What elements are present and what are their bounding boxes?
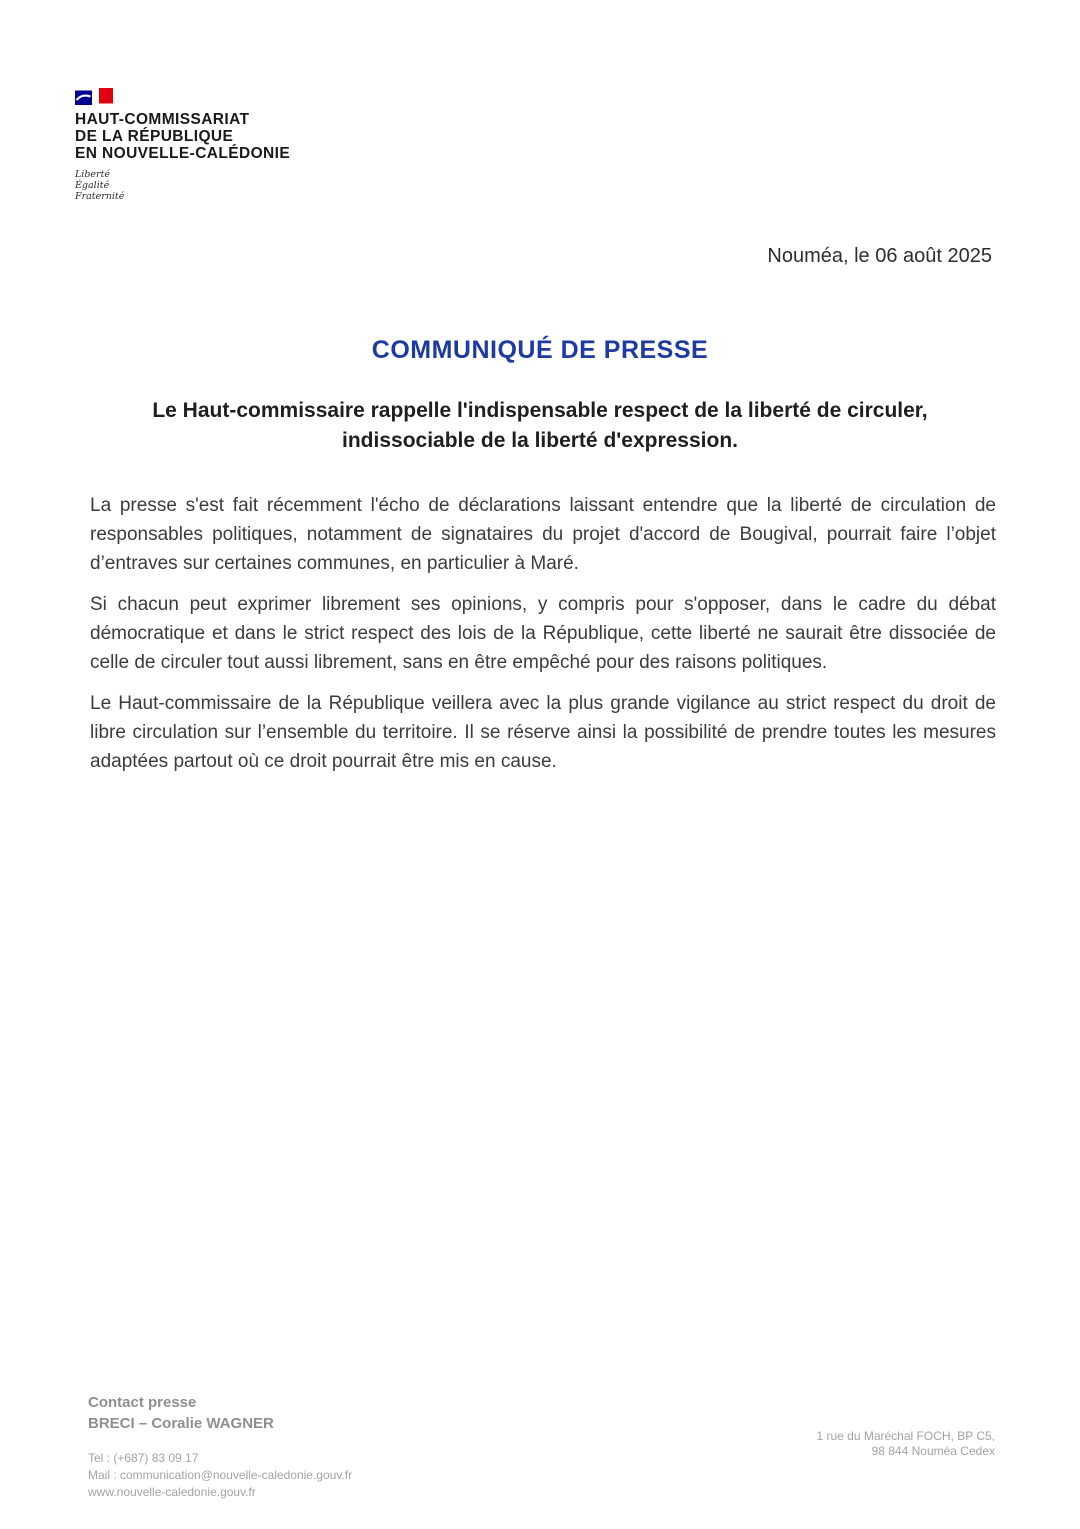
headline <box>0 396 1080 456</box>
government-logo-block <box>75 88 290 202</box>
motto-liberte: Liberté <box>75 169 111 180</box>
org-name-line-3: EN NOUVELLE-CALÉDONIE <box>75 145 291 162</box>
motto-egalite: Égalité <box>75 180 110 191</box>
press-contact-block <box>88 1392 352 1501</box>
org-name-line-1: HAUT-COMMISSARIAT <box>75 111 250 128</box>
contact-details <box>88 1450 352 1501</box>
address-line-1: 1 rue du Maréchal FOCH, BP C5, <box>816 1429 995 1443</box>
contact-phone: Tel : (+687) 83 09 17 <box>88 1451 199 1465</box>
postal-address-block <box>816 1429 995 1459</box>
org-name-line-2: DE LA RÉPUBLIQUE <box>75 128 234 145</box>
contact-website: www.nouvelle-caledonie.gouv.fr <box>88 1485 256 1499</box>
body-text <box>90 491 996 788</box>
dateline: Nouméa, le 06 août 2025 <box>767 245 992 267</box>
paragraph-1: La presse s'est fait récemment l'écho de déclarations laissant entendre que la liberté de circulation de responsables politiques, notamment de signataires du projet d'accord de Bougival, pourrait faire l’objet d’entraves sur certaines communes, en particulier à Maré. <box>90 495 996 574</box>
headline-line-1: Le Haut-commissaire rappelle l'indispensable respect de la liberté de circuler, <box>152 399 928 422</box>
paragraph-3: Le Haut-commissaire de la République veillera avec la plus grande vigilance au strict respect du droit de libre circulation sur l’ensemble du territoire. Il se réserve ainsi la possibilité de prendre toutes les mesures adaptées partout où ce droit pourrait être mis en cause. <box>90 693 996 772</box>
paragraph-2: Si chacun peut exprimer librement ses opinions, y compris pour s'opposer, dans le cadre du débat démocratique et dans le strict respect des lois de la République, cette liberté ne saurait être dissociée de celle de circuler tout aussi librement, sans en être empêché pour des raisons politiques. <box>90 594 996 673</box>
document-title: COMMUNIQUÉ DE PRESSE <box>371 336 709 364</box>
contact-name: BRECI – Coralie WAGNER <box>88 1415 274 1432</box>
headline-line-2: indissociable de la liberté d'expression. <box>342 429 738 452</box>
motto-fraternite: Fraternité <box>75 191 125 202</box>
address-line-2: 98 844 Nouméa Cedex <box>871 1444 995 1458</box>
contact-label: Contact presse <box>88 1394 197 1411</box>
french-flag-icon <box>75 88 113 106</box>
contact-email: Mail : communication@nouvelle-caledonie.gouv.fr <box>88 1468 353 1482</box>
republic-motto <box>75 169 290 202</box>
